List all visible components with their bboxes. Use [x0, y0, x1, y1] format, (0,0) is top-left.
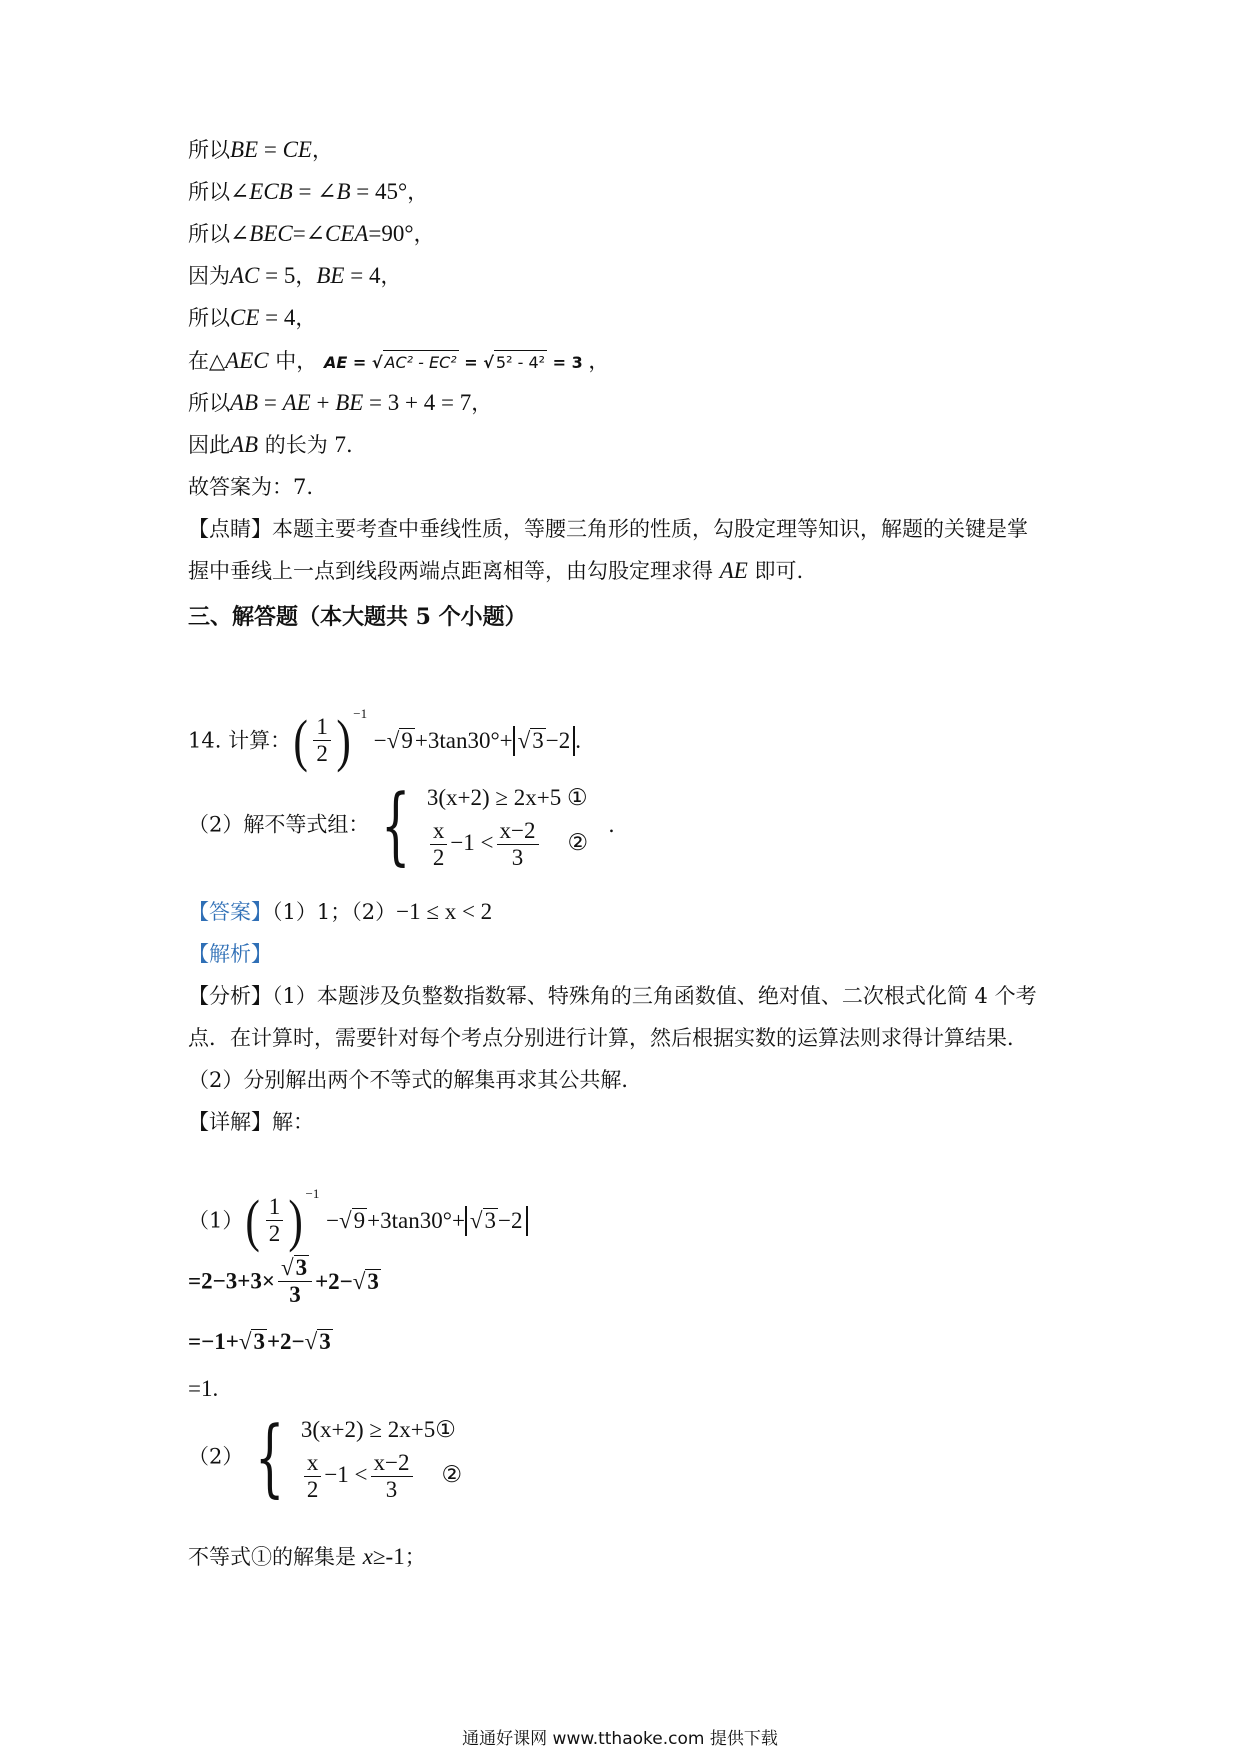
text: 所以 — [188, 180, 230, 204]
math: CE — [282, 137, 312, 162]
numerator: 1 — [313, 714, 331, 741]
fraction — [497, 818, 539, 871]
math: − — [326, 1207, 340, 1233]
sqrt-expression: 9 — [401, 727, 413, 753]
math: ∠CEA — [305, 221, 369, 246]
fraction — [266, 1194, 284, 1247]
math: −1 ≤ x < 2 — [396, 899, 493, 924]
math: CE — [230, 305, 260, 330]
line-angle-ecb — [188, 177, 428, 207]
math: . — [608, 812, 615, 837]
math: = 3 — [547, 353, 583, 372]
xiangjie-tag: 【详解】解： — [188, 1110, 314, 1134]
math: AB — [230, 390, 259, 415]
absolute-value: √3−2 — [513, 726, 576, 756]
footer: 通通好课网 www.tthaoke.com 提供下载 — [462, 1729, 778, 1749]
math: +3tan30°+ — [414, 727, 513, 753]
brace: { — [255, 1407, 285, 1506]
math: 7 — [334, 432, 346, 457]
solution-2 — [188, 1407, 463, 1506]
text: 所以 — [188, 391, 230, 415]
answer-line: 故答案为：7. — [188, 475, 314, 499]
text: 所以 — [188, 306, 230, 330]
math: −2 — [545, 727, 571, 753]
question-14 — [188, 684, 581, 771]
inequality-system — [301, 1410, 462, 1503]
math: =2−3+3× — [188, 1268, 275, 1294]
text: ， — [311, 138, 333, 162]
solution-label: （1） — [188, 1208, 244, 1233]
fenxi-line-2: 点．在计算时，需要针对每个考点分别进行计算，然后根据实数的运算法则求得计算结果． — [188, 1026, 1028, 1050]
math: = 4 — [344, 263, 381, 288]
line-angle-bec — [188, 219, 435, 249]
line-ac-be — [188, 261, 401, 291]
exponent: −1 — [305, 1186, 320, 1201]
numerator: x — [304, 1450, 322, 1477]
math: ② — [441, 1461, 463, 1487]
denominator: 2 — [306, 1477, 319, 1502]
math: = — [347, 353, 372, 372]
inequality-2 — [301, 1450, 462, 1503]
math: + — [310, 390, 336, 415]
math: ② — [567, 829, 589, 855]
sqrt-expression: 3 — [295, 1255, 308, 1281]
solution-label: （2） — [188, 1444, 244, 1469]
math: BE — [335, 390, 364, 415]
inequality-1: 3(x+2) ≥ 2x+5① — [300, 1417, 456, 1442]
text: ； — [404, 1545, 426, 1569]
solution-step-2: =−1+√3+2−√3 — [188, 1329, 331, 1354]
fraction — [313, 714, 331, 767]
text: ， — [407, 180, 429, 204]
text: ， — [413, 222, 435, 246]
text: 中， — [268, 349, 318, 373]
denominator: 3 — [385, 1477, 398, 1502]
math: +3tan30°+ — [367, 1207, 465, 1233]
math: BE — [316, 263, 345, 288]
denominator: 3 — [289, 1282, 301, 1308]
math: . — [575, 727, 581, 753]
fraction — [278, 1255, 312, 1308]
text: 的长为 — [258, 433, 335, 457]
math: AEC — [225, 348, 269, 373]
dianjing-line-2 — [188, 556, 803, 586]
brace: { — [381, 775, 411, 874]
inequality-1: 3(x+2) ≥ 2x+5 ① — [426, 785, 588, 810]
math: ∠ECB — [230, 179, 293, 204]
math: AE — [282, 390, 311, 415]
text: 不等式①的解集是 — [188, 1545, 363, 1569]
line-ab-sum — [188, 388, 492, 418]
math: = 3 + 4 = 7 — [363, 390, 472, 415]
math: −√9+3tan30°+ √3−2 . — [374, 728, 581, 753]
numerator: x — [430, 818, 448, 845]
question-label: （2）解不等式组： — [188, 812, 370, 837]
inequality-2 — [427, 818, 588, 871]
paren: ( — [293, 707, 308, 773]
math: = — [458, 353, 484, 372]
math: = 4 — [259, 305, 296, 330]
denominator: 2 — [432, 845, 445, 870]
math: =90° — [368, 221, 414, 246]
question-14-part-2 — [188, 775, 615, 874]
text: 所以 — [188, 138, 230, 162]
math: = — [258, 390, 283, 415]
text: 即可. — [747, 559, 804, 583]
math: +2− — [315, 1268, 353, 1294]
text: 因此 — [188, 433, 230, 457]
text: ， — [380, 264, 402, 288]
exponent: −1 — [353, 706, 368, 721]
solution-step-1 — [188, 1247, 381, 1315]
sqrt-expression: AC² - EC² — [383, 350, 459, 375]
math: x — [362, 1544, 373, 1569]
fraction — [304, 1450, 322, 1503]
sqrt-expression: 5² - 4² — [494, 350, 547, 375]
denominator: 3 — [511, 845, 524, 870]
text: 握中垂线上一点到线段两端点距离相等，由勾股定理求得 — [188, 559, 720, 583]
sqrt-expression: 3 — [484, 1207, 497, 1233]
text: 在△ — [188, 349, 226, 373]
line-be-ce — [188, 135, 333, 165]
math: = — [258, 137, 283, 162]
math: −1 < — [324, 1461, 368, 1487]
numerator: √3 — [278, 1255, 312, 1282]
sqrt-expression: 3 — [532, 727, 544, 753]
denominator: 2 — [268, 1221, 281, 1246]
text: 因为 — [188, 264, 230, 288]
denominator: 2 — [316, 741, 328, 766]
math: = 5 — [259, 263, 296, 288]
math: ≥-1 — [372, 1544, 405, 1569]
solution-1 — [188, 1164, 528, 1251]
fenxi-line-1: 【分析】（1）本题涉及负整数指数幂、特殊角的三角函数值、绝对值、二次根式化简 4 个考 — [188, 984, 1037, 1008]
numerator: x−2 — [371, 1450, 413, 1477]
inequality-system — [427, 778, 588, 871]
text: （1）1；（2） — [272, 900, 397, 924]
math: = 45° — [350, 179, 408, 204]
solution-step-3: =1. — [188, 1376, 219, 1401]
fraction — [371, 1450, 413, 1503]
sqrt-expression: 3 — [319, 1329, 331, 1354]
math: − — [373, 727, 387, 753]
text: ， — [588, 349, 610, 373]
paren: ) — [336, 707, 351, 773]
math: ∠BEC — [230, 221, 293, 246]
math: AE — [719, 558, 748, 583]
fenxi-line-3: （2）分别解出两个不等式的解集再求其公共解． — [188, 1068, 643, 1092]
numerator: 1 — [266, 1194, 284, 1221]
math: = — [292, 221, 306, 246]
absolute-value: √3−2 — [465, 1206, 528, 1236]
answer-tag: 【答案】 — [188, 900, 272, 924]
math: +2− — [266, 1329, 305, 1354]
text: . — [345, 433, 353, 457]
inequality-1-solution — [188, 1542, 426, 1572]
math: +2−√3 — [315, 1268, 379, 1294]
math: AE — [323, 353, 348, 372]
paren: ( — [245, 1187, 261, 1253]
question-label: 14. 计算： — [188, 728, 292, 753]
math: =−1+ — [188, 1329, 239, 1354]
dianjing-line-1: 【点睛】本题主要考查中垂线性质，等腰三角形的性质，勾股定理等知识，解题的关键是掌 — [188, 517, 1028, 541]
section-heading: 三、解答题（本大题共 5 个小题） — [188, 604, 527, 630]
math: AB — [230, 432, 259, 457]
math: −√9+3tan30°+ √3−2 — [326, 1208, 527, 1233]
text: ， — [295, 306, 317, 330]
sqrt-expression: 9 — [353, 1207, 366, 1233]
analysis-tag: 【解析】 — [188, 942, 272, 966]
text: 所以 — [188, 222, 230, 246]
math: AC — [230, 263, 260, 288]
paren: ) — [288, 1187, 304, 1253]
line-ce — [188, 303, 316, 333]
text: ， — [471, 391, 493, 415]
line-ab-length — [188, 430, 353, 460]
sqrt-expression: 3 — [367, 1268, 379, 1294]
math: = — [292, 179, 318, 204]
fraction — [430, 818, 448, 871]
math: −2 — [498, 1207, 523, 1233]
math: BE — [230, 137, 259, 162]
text: ， — [295, 264, 317, 288]
sqrt-expression: 3 — [253, 1329, 265, 1354]
math: ∠B — [317, 179, 351, 204]
answer — [188, 897, 492, 927]
line-triangle-aec: 在△AEC 中， AE = √ AC² - EC² = √ 5² - 4² = 3 ， — [188, 348, 610, 373]
numerator: x−2 — [497, 818, 539, 845]
math: −1 < — [450, 829, 494, 855]
